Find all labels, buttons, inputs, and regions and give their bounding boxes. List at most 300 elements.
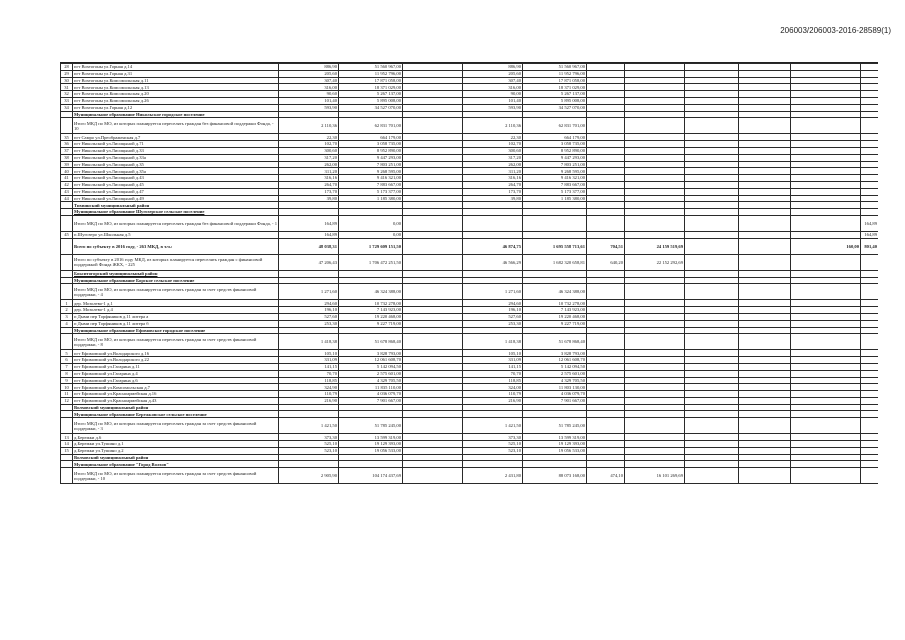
cell-value	[625, 397, 685, 404]
cell-value: 22,30	[463, 134, 523, 141]
cell-value: 294,60	[463, 300, 523, 307]
table-row	[61, 84, 879, 91]
total-row	[61, 215, 879, 231]
cell-value	[791, 270, 861, 277]
cell-value: 2 575 601,00	[339, 370, 403, 377]
cell-value: 47 206,43	[279, 254, 339, 270]
cell-value	[791, 384, 861, 391]
cell-value	[861, 84, 879, 91]
table-row	[61, 147, 879, 154]
cell-value: 640,20	[587, 254, 625, 270]
cell-value	[685, 441, 739, 448]
cell-value	[739, 441, 791, 448]
row-name: пгт Никольский ул.Лисицыной д.33	[73, 147, 279, 154]
cell-value: 90,00	[463, 91, 523, 98]
cell-value: 3 058 735,00	[523, 141, 587, 148]
row-number: 36	[61, 141, 73, 148]
cell-value	[791, 104, 861, 111]
row-number: 43	[61, 188, 73, 195]
row-name: пгт Никольский ул.Лисицыной д.43	[73, 175, 279, 182]
cell-value	[861, 91, 879, 98]
cell-value: 51 560 967,00	[339, 64, 403, 71]
cell-value	[403, 384, 463, 391]
cell-value: 12 061 608,70	[339, 357, 403, 364]
cell-value: 141,15	[279, 363, 339, 370]
cell-value: 523,10	[279, 447, 339, 454]
cell-value	[587, 447, 625, 454]
cell-value: 664 179,00	[523, 134, 587, 141]
cell-value	[861, 209, 879, 216]
cell-value	[403, 277, 463, 284]
cell-value	[625, 202, 685, 209]
table-row	[61, 391, 879, 398]
cell-value: 525,10	[463, 441, 523, 448]
cell-value	[625, 188, 685, 195]
cell-value	[791, 147, 861, 154]
cell-value: 51 678 868,40	[339, 334, 403, 350]
cell-value	[861, 104, 879, 111]
cell-value	[685, 370, 739, 377]
row-name: д.Бережки д.6	[73, 434, 279, 441]
cell-value	[625, 97, 685, 104]
cell-value	[625, 418, 685, 434]
row-name: Муниципальное образование "Город Волхов"	[73, 461, 279, 468]
cell-value: 8 952 890,00	[523, 147, 587, 154]
row-name: пгт Ефимовский ул.Володарского д.22	[73, 357, 279, 364]
cell-value	[587, 404, 625, 411]
cell-value	[625, 195, 685, 202]
cell-value	[587, 313, 625, 320]
cell-value	[279, 411, 339, 418]
cell-value	[861, 370, 879, 377]
row-number: 42	[61, 181, 73, 188]
cell-value	[739, 104, 791, 111]
cell-value: 102,70	[279, 141, 339, 148]
total-row	[61, 254, 879, 270]
cell-value: 164,89	[861, 231, 879, 238]
cell-value	[587, 84, 625, 91]
cell-value	[339, 277, 403, 284]
cell-value	[861, 154, 879, 161]
cell-value	[739, 404, 791, 411]
cell-value: 216,90	[463, 397, 523, 404]
row-number: 29	[61, 70, 73, 77]
table-row	[61, 231, 879, 238]
cell-value	[685, 175, 739, 182]
cell-value: 11 952 796,00	[339, 70, 403, 77]
cell-value	[739, 161, 791, 168]
cell-value	[463, 202, 523, 209]
cell-value	[739, 391, 791, 398]
cell-value	[739, 168, 791, 175]
cell-value	[587, 307, 625, 314]
cell-value	[791, 254, 861, 270]
cell-value	[791, 188, 861, 195]
cell-value	[861, 447, 879, 454]
cell-value	[403, 363, 463, 370]
cell-value: 164,89	[279, 231, 339, 238]
cell-value: 2 431,80	[463, 468, 523, 484]
cell-value	[403, 447, 463, 454]
cell-value	[685, 118, 739, 134]
cell-value	[861, 404, 879, 411]
cell-value: 51 560 967,00	[523, 64, 587, 71]
cell-value	[625, 411, 685, 418]
cell-value	[279, 277, 339, 284]
row-number	[61, 327, 73, 334]
cell-value	[861, 350, 879, 357]
row-name: Итого МКД по МО, из которых планируется переселять граждан за счет средств финансовой поддержки, - 8	[73, 334, 279, 350]
table-row	[61, 320, 879, 327]
cell-value: 101,40	[463, 97, 523, 104]
cell-value	[403, 334, 463, 350]
cell-value	[685, 334, 739, 350]
cell-value	[685, 64, 739, 71]
cell-value	[685, 313, 739, 320]
cell-value	[791, 334, 861, 350]
row-number: 34	[61, 104, 73, 111]
cell-value	[403, 161, 463, 168]
cell-value	[587, 434, 625, 441]
cell-value	[403, 404, 463, 411]
cell-value: 373,30	[279, 434, 339, 441]
cell-value: 19 056 533,00	[523, 447, 587, 454]
row-number: 39	[61, 161, 73, 168]
cell-value	[791, 363, 861, 370]
cell-value	[625, 134, 685, 141]
row-number	[61, 215, 73, 231]
cell-value	[685, 350, 739, 357]
section-row	[61, 277, 879, 284]
cell-value	[587, 300, 625, 307]
cell-value	[685, 254, 739, 270]
cell-value	[739, 277, 791, 284]
cell-value	[685, 377, 739, 384]
cell-value	[861, 254, 879, 270]
cell-value	[685, 134, 739, 141]
cell-value	[587, 97, 625, 104]
row-number: 35	[61, 134, 73, 141]
cell-value	[791, 277, 861, 284]
row-name: д.Бережки ул.Тушино д.1	[73, 441, 279, 448]
cell-value	[791, 391, 861, 398]
cell-value	[739, 377, 791, 384]
row-name: Тихвинский муниципальный район	[73, 202, 279, 209]
cell-value	[587, 320, 625, 327]
row-name: Итого МКД по МО, из которых планируется переселять граждан за счет средств финансовой поддержки, - 4	[73, 284, 279, 300]
row-name: дер. Мозолево-1 д.1	[73, 300, 279, 307]
cell-value	[463, 111, 523, 118]
table-row	[61, 97, 879, 104]
cell-value	[739, 327, 791, 334]
table-row	[61, 175, 879, 182]
row-number: 9	[61, 377, 73, 384]
cell-value	[339, 270, 403, 277]
cell-value	[791, 111, 861, 118]
cell-value	[791, 377, 861, 384]
row-name: пгт Ефимовский ул.Володарского д.16	[73, 350, 279, 357]
cell-value	[403, 141, 463, 148]
cell-value: 3 828 793,00	[523, 350, 587, 357]
cell-value: 101,40	[279, 97, 339, 104]
cell-value	[339, 461, 403, 468]
cell-value: 262,00	[463, 161, 523, 168]
cell-value: 9 447 293,00	[523, 154, 587, 161]
cell-value	[587, 363, 625, 370]
row-name: пгт Вохтогоны ул.Горная д.14	[73, 64, 279, 71]
row-number	[61, 461, 73, 468]
cell-value	[739, 254, 791, 270]
cell-value: 9 416 321,00	[339, 175, 403, 182]
cell-value: 173,70	[279, 188, 339, 195]
row-name: Волховский муниципальный район	[73, 404, 279, 411]
cell-value	[861, 397, 879, 404]
cell-value	[403, 104, 463, 111]
cell-value	[685, 391, 739, 398]
row-name: Итого МКД по МО, из которых планируется переселять граждан без финансовой поддержки Фонда, - 1	[73, 215, 279, 231]
row-name: пгт Вохтогоны ул.Комсомольская д.26	[73, 97, 279, 104]
cell-value: 13 599 319,00	[339, 434, 403, 441]
cell-value	[625, 357, 685, 364]
cell-value	[339, 111, 403, 118]
cell-value: 160,00	[791, 238, 861, 254]
cell-value	[685, 77, 739, 84]
cell-value: 316,00	[279, 84, 339, 91]
cell-value: 316,16	[463, 175, 523, 182]
cell-value	[279, 270, 339, 277]
cell-value	[791, 411, 861, 418]
cell-value: 0,00	[339, 215, 403, 231]
section-row	[61, 270, 879, 277]
cell-value	[587, 350, 625, 357]
cell-value	[685, 154, 739, 161]
cell-value	[523, 111, 587, 118]
table-row	[61, 300, 879, 307]
cell-value	[625, 141, 685, 148]
cell-value	[685, 238, 739, 254]
cell-value	[791, 468, 861, 484]
cell-value: 311,20	[279, 168, 339, 175]
cell-value: 11 803 130,00	[523, 384, 587, 391]
row-number: 2	[61, 307, 73, 314]
cell-value	[625, 307, 685, 314]
cell-value: 307,40	[463, 77, 523, 84]
cell-value	[861, 384, 879, 391]
cell-value	[625, 454, 685, 461]
cell-value	[403, 468, 463, 484]
cell-value	[861, 77, 879, 84]
cell-value	[587, 397, 625, 404]
cell-value	[625, 377, 685, 384]
cell-value	[739, 284, 791, 300]
cell-value	[791, 168, 861, 175]
cell-value: 1 185 380,00	[523, 195, 587, 202]
cell-value	[339, 404, 403, 411]
cell-value	[403, 350, 463, 357]
cell-value: 48 038,31	[279, 238, 339, 254]
cell-value	[685, 418, 739, 434]
cell-value	[403, 307, 463, 314]
cell-value	[403, 370, 463, 377]
cell-value	[403, 147, 463, 154]
cell-value: 886,90	[463, 64, 523, 71]
cell-value: 205,60	[463, 70, 523, 77]
cell-value	[685, 300, 739, 307]
cell-value	[587, 441, 625, 448]
cell-value	[861, 363, 879, 370]
row-number: 12	[61, 397, 73, 404]
cell-value: 300,60	[279, 147, 339, 154]
cell-value	[791, 350, 861, 357]
cell-value: 4 329 705,50	[339, 377, 403, 384]
cell-value	[403, 97, 463, 104]
cell-value	[403, 215, 463, 231]
cell-value	[791, 154, 861, 161]
cell-value	[685, 104, 739, 111]
section-row	[61, 461, 879, 468]
cell-value: 3 058 735,00	[339, 141, 403, 148]
cell-value: 527,60	[279, 313, 339, 320]
cell-value: 264,70	[279, 181, 339, 188]
cell-value	[625, 91, 685, 98]
cell-value	[739, 134, 791, 141]
cell-value	[861, 277, 879, 284]
cell-value	[739, 147, 791, 154]
cell-value: 593,90	[463, 104, 523, 111]
cell-value	[861, 441, 879, 448]
cell-value	[685, 411, 739, 418]
cell-value	[625, 391, 685, 398]
cell-value	[861, 313, 879, 320]
cell-value	[791, 307, 861, 314]
cell-value	[791, 418, 861, 434]
row-number	[61, 118, 73, 134]
cell-value	[403, 461, 463, 468]
row-name: Бокситогорский муниципальный район	[73, 270, 279, 277]
cell-value: 4 036 079,70	[523, 391, 587, 398]
cell-value	[739, 370, 791, 377]
cell-value	[587, 270, 625, 277]
cell-value	[625, 111, 685, 118]
cell-value	[625, 70, 685, 77]
row-name: пгт Никольский ул.Лисицыной д.71	[73, 141, 279, 148]
cell-value: 105,10	[279, 350, 339, 357]
cell-value	[625, 231, 685, 238]
cell-value	[625, 270, 685, 277]
cell-value	[791, 70, 861, 77]
row-number	[61, 404, 73, 411]
row-name: п Дыми пер Торфяников д.11 литера б	[73, 320, 279, 327]
row-number: 13	[61, 434, 73, 441]
cell-value	[685, 231, 739, 238]
cell-value	[625, 313, 685, 320]
cell-value	[625, 447, 685, 454]
cell-value: 34 527 070,00	[339, 104, 403, 111]
row-number: 3	[61, 313, 73, 320]
cell-value	[587, 77, 625, 84]
cell-value: 141,15	[463, 363, 523, 370]
cell-value	[861, 307, 879, 314]
cell-value	[523, 270, 587, 277]
row-name: пгт Ефимовский ул.Красноармейская д.16	[73, 391, 279, 398]
cell-value	[685, 111, 739, 118]
row-number: 31	[61, 84, 73, 91]
cell-value	[587, 70, 625, 77]
cell-value	[861, 64, 879, 71]
cell-value	[861, 168, 879, 175]
cell-value: 70,70	[279, 370, 339, 377]
row-number: 11	[61, 391, 73, 398]
cell-value: 593,90	[279, 104, 339, 111]
cell-value	[523, 461, 587, 468]
cell-value	[739, 70, 791, 77]
cell-value: 1 418,38	[279, 334, 339, 350]
cell-value: 1 271,60	[463, 284, 523, 300]
cell-value: 105,10	[463, 350, 523, 357]
cell-value	[739, 307, 791, 314]
cell-value	[403, 195, 463, 202]
row-number: 1	[61, 300, 73, 307]
cell-value	[625, 104, 685, 111]
cell-value: 39,80	[279, 195, 339, 202]
cell-value	[791, 300, 861, 307]
cell-value	[625, 77, 685, 84]
cell-value	[523, 231, 587, 238]
cell-value	[685, 188, 739, 195]
cell-value	[587, 195, 625, 202]
cell-value: 70,70	[463, 370, 523, 377]
cell-value: 5 142 094,50	[523, 363, 587, 370]
cell-value	[587, 418, 625, 434]
cell-value: 9 416 321,00	[523, 175, 587, 182]
cell-value	[685, 447, 739, 454]
cell-value	[861, 377, 879, 384]
cell-value	[625, 64, 685, 71]
cell-value	[861, 411, 879, 418]
cell-value	[279, 454, 339, 461]
cell-value	[685, 270, 739, 277]
row-number	[61, 418, 73, 434]
cell-value: 17 871 058,00	[339, 77, 403, 84]
cell-value: 1 185 380,00	[339, 195, 403, 202]
cell-value: 1 682 320 658,81	[523, 254, 587, 270]
cell-value	[587, 284, 625, 300]
cell-value	[791, 454, 861, 461]
row-number: 33	[61, 97, 73, 104]
cell-value: 164,89	[861, 215, 879, 231]
cell-value: 523,10	[463, 447, 523, 454]
cell-value: 19 129 393,00	[339, 441, 403, 448]
cell-value	[739, 97, 791, 104]
cell-value: 216,90	[279, 397, 339, 404]
cell-value: 90,60	[279, 91, 339, 98]
cell-value	[739, 397, 791, 404]
cell-value	[685, 141, 739, 148]
cell-value	[739, 363, 791, 370]
table-row	[61, 384, 879, 391]
cell-value: 7 883 667,00	[339, 181, 403, 188]
cell-value: 11 952 796,00	[523, 70, 587, 77]
cell-value	[279, 404, 339, 411]
cell-value	[463, 454, 523, 461]
cell-value: 9 227 719,00	[523, 320, 587, 327]
cell-value: 307,40	[279, 77, 339, 84]
cell-value	[625, 215, 685, 231]
table-row	[61, 161, 879, 168]
section-row	[61, 404, 879, 411]
row-number: 30	[61, 77, 73, 84]
cell-value	[587, 111, 625, 118]
